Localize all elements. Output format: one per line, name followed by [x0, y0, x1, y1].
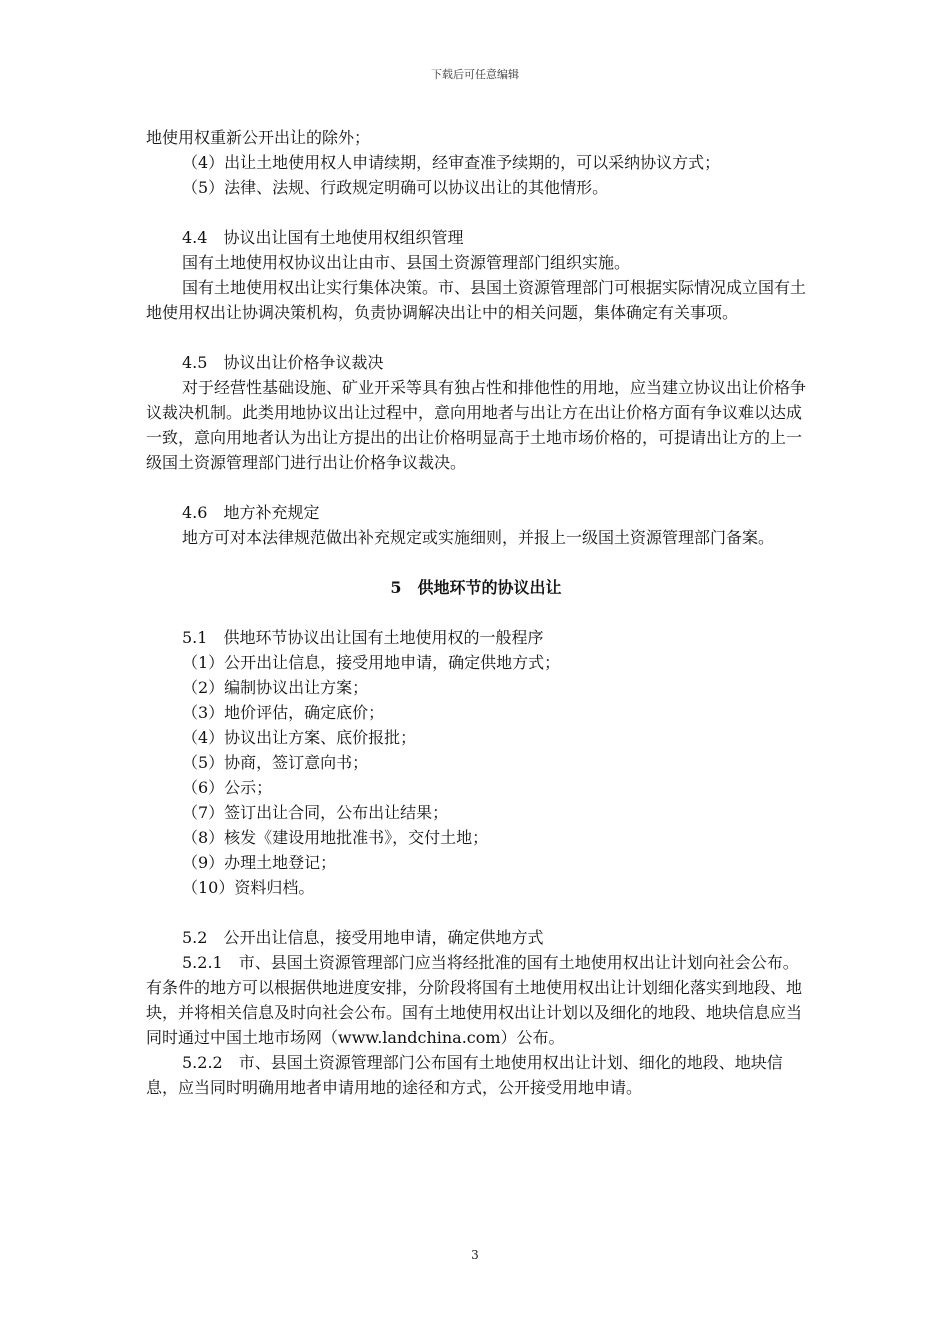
- paragraph-5-2-2: 5.2.2 市、县国土资源管理部门公布国有土地使用权出让计划、细化的地段、地块信息，应当同时明确用地者申请用地的途径和方式，公开接受用地申请。: [146, 1053, 783, 1097]
- paragraph-continuation: 地使用权重新公开出让的除外；: [146, 128, 371, 147]
- section-heading-5-2: 5.2 公开出让信息，接受用地申请，确定供地方式: [182, 928, 544, 947]
- list-item: （2）编制协议出让方案；: [182, 678, 369, 697]
- paragraph: 对于经营性基础设施、矿业开采等具有独占性和排他性的用地，应当建立协议出让价格争议裁决机制。此类用地协议出让过程中，意向用地者与出让方在出让价格方面有争议难以达成一致，意向用地者认为出让方提出的出让价格明显高于土地市场价格的，可提请出让方的上一级国土资源管理部门进行出让价格争议裁决。: [146, 378, 807, 472]
- list-item: （7）签订出让合同，公布出让结果；: [182, 803, 449, 822]
- section-heading-5-1: 5.1 供地环节协议出让国有土地使用权的一般程序: [182, 628, 544, 647]
- list-item: （5）协商，签订意向书；: [182, 753, 369, 772]
- list-item: （9）办理土地登记；: [182, 853, 337, 872]
- page-number: 3: [471, 1248, 479, 1262]
- list-item: （10）资料归档。: [182, 878, 315, 897]
- section-heading-4-4: 4.4 协议出让国有土地使用权组织管理: [182, 228, 464, 247]
- list-item: （8）核发《建设用地批准书》，交付土地；: [182, 828, 489, 847]
- paragraph: 国有土地使用权出让实行集体决策。市、县国土资源管理部门可根据实际情况成立国有土地使用权出让协调决策机构，负责协调解决出让中的相关问题，集体确定有关事项。: [146, 278, 807, 322]
- section-heading-4-6: 4.6 地方补充规定: [182, 503, 320, 522]
- chapter-heading-5: 5 供地环节的协议出让: [390, 578, 562, 597]
- list-item: （1）公开出让信息，接受用地申请，确定供地方式；: [182, 653, 561, 672]
- paragraph: 国有土地使用权协议出让由市、县国土资源管理部门组织实施。: [182, 253, 631, 272]
- paragraph-5-2-1: 5.2.1 市、县国土资源管理部门应当将经批准的国有土地使用权出让计划向社会公布。有条件的地方可以根据供地进度安排，分阶段将国有土地使用权出让计划细化落实到地段、地块，并将相关信息及时向社会公布。国有土地使用权出让计划以及细化的地段、地块信息应当同时通过中国土地市场网（www.landchina.com）公布。: [146, 953, 803, 1047]
- document-body: [146, 125, 806, 1100]
- list-item: （3）地价评估，确定底价；: [182, 703, 385, 722]
- list-item: （6）公示；: [182, 778, 273, 797]
- list-item: （5）法律、法规、行政规定明确可以协议出让的其他情形。: [182, 178, 609, 197]
- list-item: （4）出让土地使用权人申请续期，经审查准予续期的，可以采纳协议方式；: [182, 153, 721, 172]
- section-heading-4-5: 4.5 协议出让价格争议裁决: [182, 353, 384, 372]
- page-header: 下载后可任意编辑: [431, 68, 519, 81]
- list-item: （4）协议出让方案、底价报批；: [182, 728, 417, 747]
- paragraph: 地方可对本法律规范做出补充规定或实施细则，并报上一级国土资源管理部门备案。: [182, 528, 775, 547]
